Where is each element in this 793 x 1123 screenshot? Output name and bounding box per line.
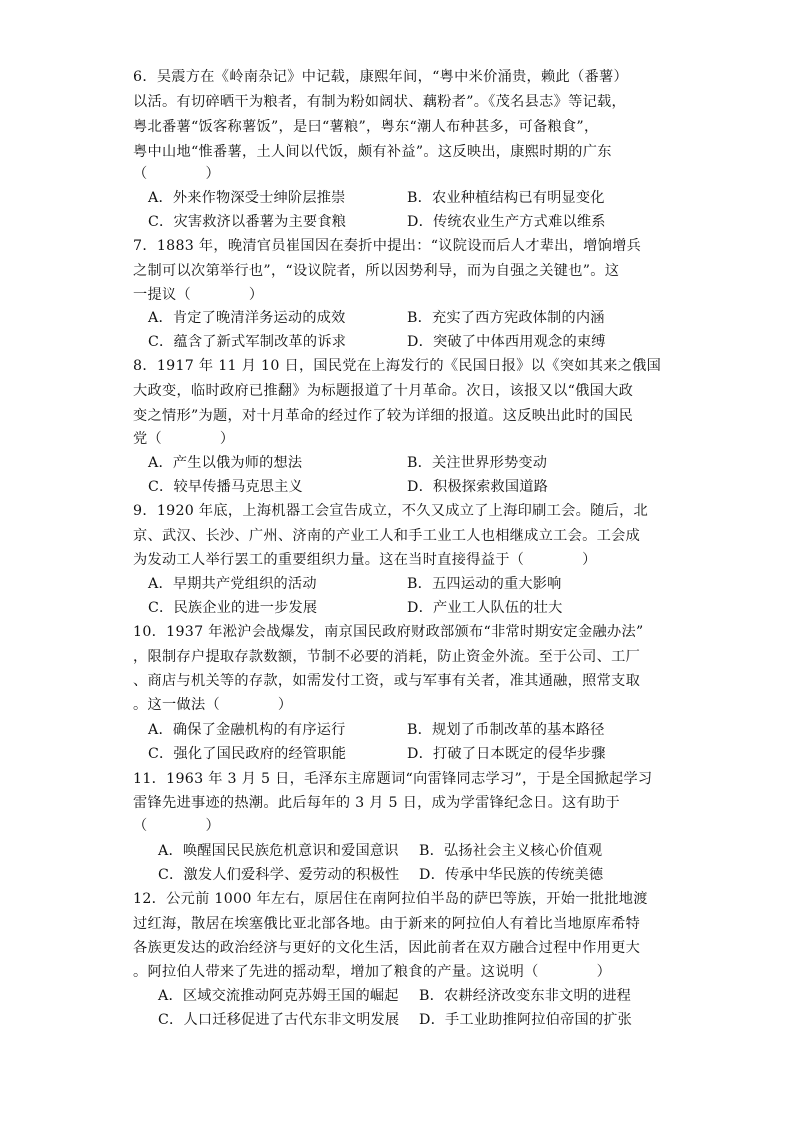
question-8-option-d: D．积极探索救国道路 [407,479,549,495]
question-9-option-b: B．五四运动的重大影响 [407,576,562,592]
question-8-option-a: A．产生以俄为师的想法 [148,455,303,471]
question-11-option-d: D．传承中华民族的传统美德 [419,867,604,883]
question-12-text-line: 过红海，散居在埃塞俄比亚北部各地。由于新来的阿拉伯人有着比当地原库希特 [133,916,641,932]
question-9-text-line: 京、武汉、长沙、广州、济南的产业工人和手工业工人也相继成立工会。工会成 [133,528,641,544]
question-9-option-c: C．民族企业的进一步发展 [148,600,318,616]
question-10-option-b: B．规划了币制改革的基本路径 [407,722,605,738]
question-11-text-line: 11．1963 年 3 月 5 日，毛泽东主席题词“向雷锋同志学习”，于是全国掀起学习 [133,771,653,787]
question-8-text-line: 变之情形”为题，对十月革命的经过作了较为详细的报道。这反映出此时的国民 [133,408,634,424]
question-10-option-a: A．确保了金融机构的有序运行 [148,722,346,738]
question-8-option-b: B．关注世界形势变动 [407,455,548,471]
question-6-text-line: 6．吴震方在《岭南杂记》中记载，康熙年间，“粤中米价涌贵，赖此（番薯） [133,69,628,85]
question-12-option-b: B．农耕经济改变东非文明的进程 [419,988,632,1004]
question-11-option-c: C．激发人们爱科学、爱劳动的积极性 [158,867,400,883]
question-10-option-c: C．强化了国民政府的经管职能 [148,746,347,762]
question-8-text-line: 党（ ） [133,431,235,447]
question-9-text-line: 为发动工人举行罢工的重要组织力量。这在当时直接得益于（ ） [133,552,597,568]
question-7-option-c: C．蕴含了新式军制改革的诉求 [148,334,347,350]
question-9-option-a: A．早期共产党组织的活动 [148,576,317,592]
question-11-text-line: 雷锋先进事迹的热潮。此后每年的 3 月 5 日，成为学雷锋纪念日。这有助于 [133,795,621,811]
question-7-option-a: A．肯定了晚清洋务运动的成效 [148,310,346,326]
question-9-text-line: 9．1920 年底，上海机器工会宣告成立，不久又成立了上海印刷工会。随后，北 [133,503,649,519]
question-12-text-line: 各族更发达的政治经济与更好的文化生活，因此前者在双方融合过程中作用更大 [133,940,641,956]
question-6-option-a: A．外来作物深受士绅阶层推崇 [148,190,346,206]
question-10-text-line: 10．1937 年淞沪会战爆发，南京国民政府财政部颁布“非常时期安定金融办法” [133,624,644,640]
question-6-text-line: 粤中山地“惟番薯，土人间以代饭，颇有补益”。这反映出，康熙时期的广东 [133,144,612,160]
question-8-option-c: C．较早传播马克思主义 [148,479,303,495]
question-6-text-line: 以活。有切碎晒干为粮者，有制为粉如阔状、藕粉者”。《茂名县志》等记载， [133,94,627,110]
question-10-text-line: 。这一做法（ ） [133,697,293,713]
question-8-text-line: 8．1917 年 11 月 10 日，国民党在上海发行的《民国日报》以《突如其来之俄国 [133,358,662,374]
question-11-option-b: B．弘扬社会主义核心价值观 [419,843,603,859]
question-7-option-b: B．充实了西方宪政体制的内涵 [407,310,605,326]
question-6-option-d: D．传统农业生产方式难以维系 [407,214,606,230]
question-12-text-line: 12．公元前 1000 年左右，原居住在南阿拉伯半岛的萨巴等族，开始一批批地渡 [133,891,648,907]
question-9-option-d: D．产业工人队伍的壮大 [407,600,563,616]
question-7-text-line: 7．1883 年，晚清官员崔国因在奏折中提出：“议院设而后人才辈出，增饷增兵 [133,238,642,254]
question-7-text-line: 之制可以次第举行也”，“设议院者，所以因势利导，而为自强之关键也”。这 [133,263,620,279]
question-6-answer-blank: （ ） [133,166,220,182]
question-12-option-c: C．人口迁移促进了古代东非文明发展 [158,1012,400,1028]
question-7-text-line: 一提议（ ） [133,287,264,303]
question-10-option-d: D．打破了日本既定的侵华步骤 [407,746,606,762]
question-12-text-line: 。阿拉伯人带来了先进的摇动犁，增加了粮食的产量。这说明（ ） [133,964,612,980]
question-12-option-d: D．手工业助推阿拉伯帝国的扩张 [419,1012,633,1028]
question-7-option-d: D．突破了中体西用观念的束缚 [407,334,606,350]
question-12-option-a: A．区域交流推动阿克苏姆王国的崛起 [158,988,399,1004]
question-10-text-line: 、商店与机关等的存款，如需发付工资，或与军事有关者，准其通融，照常支取 [133,673,641,689]
question-6-option-c: C．灾害救济以番薯为主要食粮 [148,214,347,230]
question-10-text-line: ，限制存户提取存款数额，节制不必要的消耗，防止资金外流。至于公司、工厂 [133,649,641,665]
question-8-text-line: 大政变，临时政府已推翻》为标题报道了十月革命。次日，该报又以“俄国大政 [133,383,634,399]
question-11-answer-blank: （ ） [133,818,220,834]
question-6-text-line: 粤北番薯“饭客称薯饭”，是曰“薯粮”，粤东“潮人布种甚多，可备粮食”， [133,119,599,135]
question-6-option-b: B．农业种植结构已有明显变化 [407,190,605,206]
question-11-option-a: A．唤醒国民民族危机意识和爱国意识 [158,843,399,859]
